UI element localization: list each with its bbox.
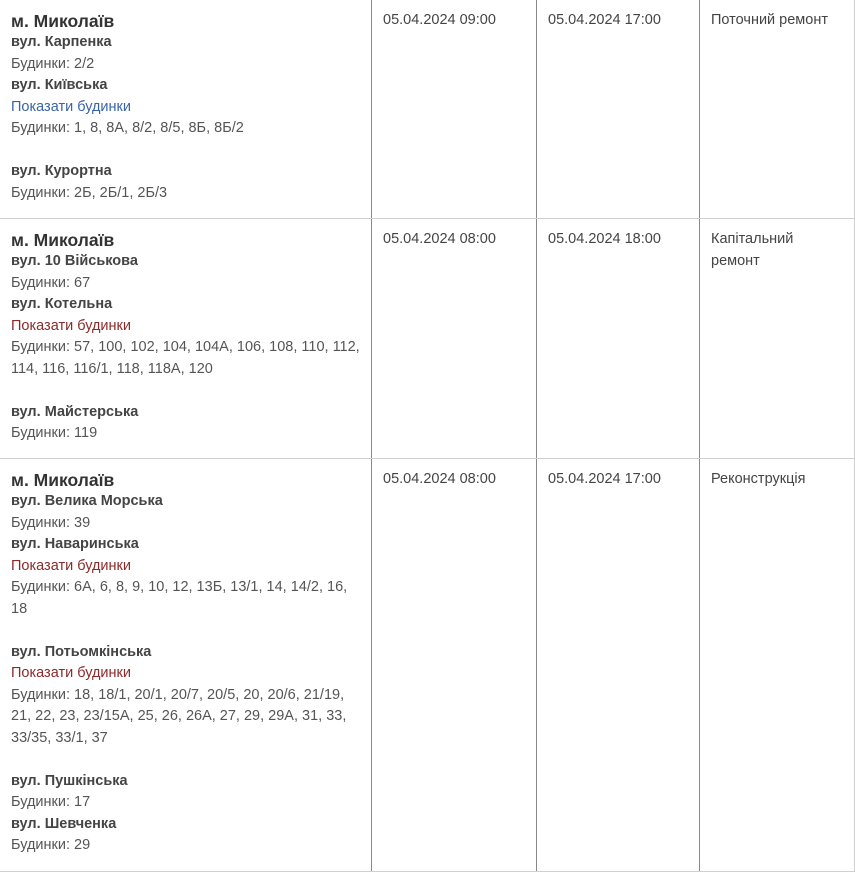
- street-name: вул. Наваринська: [11, 536, 139, 552]
- end-time-cell: [537, 0, 700, 219]
- start-time: 05.04.2024 08:00: [383, 471, 496, 487]
- work-type-cell: [700, 0, 855, 219]
- houses-list: Будинки: 2/2: [11, 55, 95, 72]
- city-name: м. Миколаїв: [11, 11, 115, 31]
- spacer: [11, 380, 361, 402]
- houses-list: Будинки: 119: [11, 425, 98, 441]
- spacer: [11, 749, 361, 771]
- work-type-cell: [700, 219, 855, 459]
- work-type: Поточний ремонт: [711, 12, 828, 28]
- street-name: вул. Велика Морська: [11, 493, 163, 509]
- city-name: м. Миколаїв: [11, 230, 115, 250]
- table-row: [0, 0, 855, 219]
- houses-list: Будинки: 17: [11, 794, 91, 810]
- address-cell: [0, 459, 372, 872]
- end-time: 05.04.2024 17:00: [548, 12, 661, 28]
- end-time-cell: [537, 459, 700, 872]
- start-time-cell: [372, 219, 537, 459]
- show-houses-link[interactable]: Показати будинки: [11, 317, 131, 334]
- houses-list: Будинки: 2Б, 2Б/1, 2Б/3: [11, 184, 168, 201]
- street-name: вул. Курортна: [11, 163, 112, 179]
- houses-list: Будинки: 67: [11, 274, 91, 291]
- spacer: [11, 620, 361, 642]
- street-name: вул. Майстерська: [11, 403, 139, 420]
- table-row: [0, 219, 855, 459]
- houses-list: Будинки: 6А, 6, 8, 9, 10, 12, 13Б, 13/1, 14, 14/2, 16, 18: [11, 579, 348, 617]
- start-time: 05.04.2024 09:00: [383, 12, 496, 28]
- start-time: 05.04.2024 08:00: [383, 231, 496, 247]
- show-houses-link[interactable]: Показати будинки: [11, 98, 131, 115]
- end-time: 05.04.2024 17:00: [548, 471, 661, 487]
- street-name: вул. 10 Військова: [11, 253, 138, 269]
- address-cell: [0, 0, 372, 219]
- work-type-cell: [700, 459, 855, 872]
- street-name: вул. Карпенка: [11, 34, 112, 50]
- work-type: Реконструкція: [711, 471, 806, 487]
- street-name: вул. Київська: [11, 77, 108, 93]
- houses-list: Будинки: 39: [11, 514, 91, 531]
- street-name: вул. Шевченка: [11, 815, 117, 832]
- end-time: 05.04.2024 18:00: [548, 231, 661, 247]
- work-type: Капітальний ремонт: [711, 231, 794, 269]
- houses-list: Будинки: 29: [11, 837, 91, 853]
- houses-list: Будинки: 18, 18/1, 20/1, 20/7, 20/5, 20, 20/6, 21/19, 21, 22, 23, 23/15А, 25, 26, 26А, 27, 29, 29А, 31, 33, 33/35, 33/1, 37: [11, 686, 347, 746]
- street-name: вул. Котельна: [11, 296, 113, 312]
- table-row: [0, 459, 855, 872]
- show-houses-link[interactable]: Показати будинки: [11, 557, 131, 574]
- spacer: [11, 140, 361, 162]
- show-houses-link[interactable]: Показати будинки: [11, 665, 131, 681]
- address-cell: [0, 219, 372, 459]
- end-time-cell: [537, 219, 700, 459]
- city-name: м. Миколаїв: [11, 470, 115, 490]
- start-time-cell: [372, 459, 537, 872]
- houses-list: Будинки: 1, 8, 8А, 8/2, 8/5, 8Б, 8Б/2: [11, 120, 244, 136]
- houses-list: Будинки: 57, 100, 102, 104, 104А, 106, 108, 110, 112, 114, 116, 116/1, 118, 118А, 120: [11, 339, 360, 377]
- street-name: вул. Пушкінська: [11, 772, 128, 789]
- street-name: вул. Потьомкінська: [11, 643, 152, 660]
- start-time-cell: [372, 0, 537, 219]
